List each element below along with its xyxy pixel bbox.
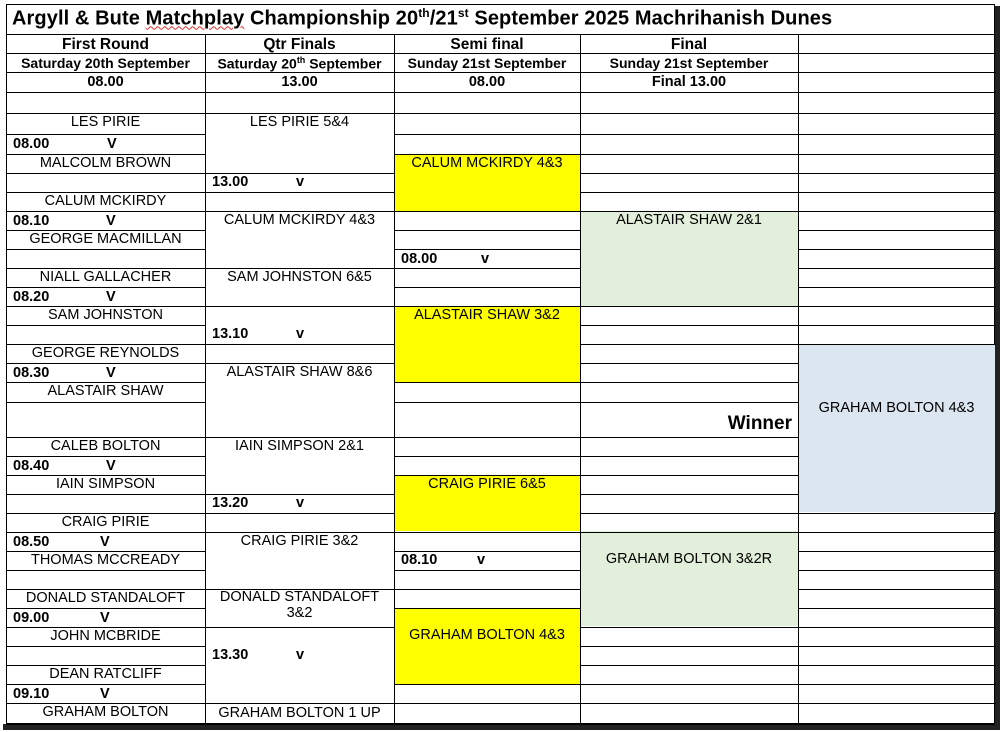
grid-divider bbox=[394, 34, 395, 724]
qtr-final-result: IAIN SIMPSON 2&1 bbox=[235, 438, 364, 454]
qtr-versus: v bbox=[296, 495, 305, 511]
first-round-versus: V bbox=[106, 213, 116, 229]
grid-rule bbox=[580, 646, 799, 647]
grid-rule bbox=[798, 665, 996, 666]
first-round-tee-time: 08.40 bbox=[13, 458, 50, 474]
first-round-player-top: NIALL GALLACHER bbox=[39, 269, 172, 285]
header-first-round: First Round bbox=[62, 36, 149, 53]
header-qtr-finals: Qtr Finals bbox=[263, 36, 336, 53]
grid-rule bbox=[6, 134, 206, 135]
first-round-player-bottom: GRAHAM BOLTON bbox=[42, 704, 169, 720]
grid-rule bbox=[580, 703, 799, 704]
qtr-tee-time: 13.10 bbox=[212, 326, 249, 342]
grid-rule bbox=[580, 475, 799, 476]
winner-result: GRAHAM BOLTON 4&3 bbox=[818, 400, 975, 416]
grid-rule bbox=[580, 53, 799, 54]
winner-highlight bbox=[798, 345, 995, 512]
qtr-versus: v bbox=[296, 647, 305, 663]
grid-rule bbox=[580, 72, 799, 73]
semi-versus: v bbox=[477, 552, 486, 568]
grid-rule bbox=[6, 249, 206, 250]
grid-rule bbox=[205, 703, 395, 704]
grid-rule bbox=[394, 287, 581, 288]
grid-rule bbox=[798, 72, 996, 73]
grid-rule bbox=[394, 53, 581, 54]
qtr-final-result: SAM JOHNSTON 6&5 bbox=[227, 269, 372, 285]
grid-rule bbox=[580, 382, 799, 383]
first-round-versus: V bbox=[107, 136, 117, 152]
grid-rule bbox=[798, 192, 996, 193]
final-result: ALASTAIR SHAW 2&1 bbox=[616, 212, 762, 228]
grid-rule bbox=[6, 494, 206, 495]
first-round-player-bottom: JOHN MCBRIDE bbox=[50, 628, 161, 644]
grid-rule bbox=[394, 268, 581, 269]
grid-divider bbox=[580, 34, 581, 724]
grid-rule bbox=[6, 173, 206, 174]
first-round-tee-time: 08.30 bbox=[13, 365, 50, 381]
grid-rule bbox=[394, 402, 581, 403]
grid-rule bbox=[798, 570, 996, 571]
grid-rule bbox=[6, 724, 995, 725]
grid-rule bbox=[394, 134, 581, 135]
semi-versus: v bbox=[481, 251, 490, 267]
grid-rule bbox=[6, 325, 206, 326]
grid-rule bbox=[394, 211, 581, 212]
grid-rule bbox=[580, 437, 799, 438]
grid-rule bbox=[580, 92, 799, 93]
grid-rule bbox=[394, 382, 581, 383]
qtr-final-result: CALUM MCKIRDY 4&3 bbox=[223, 212, 376, 228]
grid-rule bbox=[798, 513, 996, 514]
semi-final-result: GRAHAM BOLTON 4&3 bbox=[409, 627, 565, 643]
start-time-final: Final 13.00 bbox=[651, 74, 727, 90]
semi-tee-time: 08.10 bbox=[401, 552, 438, 568]
grid-rule bbox=[580, 325, 799, 326]
grid-rule bbox=[394, 72, 581, 73]
first-round-tee-time: 09.10 bbox=[13, 686, 50, 702]
grid-rule bbox=[798, 113, 996, 114]
first-round-versus: V bbox=[106, 289, 116, 305]
winner-label: Winner bbox=[727, 413, 792, 434]
first-round-player-top: CRAIG PIRIE bbox=[61, 514, 150, 530]
grid-rule bbox=[798, 608, 996, 609]
qtr-tee-time: 13.30 bbox=[212, 647, 249, 663]
first-round-tee-time: 09.00 bbox=[13, 610, 50, 626]
grid-rule bbox=[6, 456, 206, 457]
grid-rule bbox=[394, 249, 581, 250]
day-final: Sunday 21st September bbox=[609, 55, 769, 71]
first-round-versus: V bbox=[100, 534, 110, 550]
grid-rule bbox=[798, 92, 996, 93]
grid-rule bbox=[580, 363, 799, 364]
grid-rule bbox=[6, 211, 206, 212]
first-round-player-top: DEAN RATCLIFF bbox=[49, 666, 162, 682]
first-round-player-top: LES PIRIE bbox=[70, 114, 141, 130]
grid-rule bbox=[798, 134, 996, 135]
grid-rule bbox=[6, 34, 995, 35]
grid-rule bbox=[798, 230, 996, 231]
grid-rule bbox=[798, 173, 996, 174]
qtr-versus: v bbox=[296, 326, 305, 342]
grid-rule bbox=[6, 684, 206, 685]
qtr-final-result: ALASTAIR SHAW 8&6 bbox=[226, 364, 373, 380]
grid-rule bbox=[580, 684, 799, 685]
grid-rule bbox=[798, 211, 996, 212]
grid-rule bbox=[205, 192, 395, 193]
grid-rule bbox=[6, 287, 206, 288]
qtr-tee-time: 13.00 bbox=[212, 174, 249, 190]
final-result: GRAHAM BOLTON 3&2R bbox=[605, 551, 773, 567]
semi-final-result: CRAIG PIRIE 6&5 bbox=[428, 476, 546, 492]
grid-rule bbox=[798, 154, 996, 155]
first-round-tee-time: 08.00 bbox=[13, 136, 50, 152]
grid-rule bbox=[798, 646, 996, 647]
grid-rule bbox=[580, 532, 799, 533]
first-round-player-top: GEORGE REYNOLDS bbox=[31, 345, 180, 361]
grid-rule bbox=[6, 53, 206, 54]
semi-tee-time: 08.00 bbox=[401, 251, 438, 267]
semi-final-result: ALASTAIR SHAW 3&2 bbox=[414, 307, 560, 323]
grid-rule bbox=[580, 113, 799, 114]
grid-rule bbox=[394, 230, 581, 231]
header-semi-final: Semi final bbox=[450, 36, 524, 53]
grid-rule bbox=[580, 456, 799, 457]
grid-rule bbox=[394, 608, 581, 609]
grid-rule bbox=[798, 684, 996, 685]
grid-rule bbox=[394, 437, 581, 438]
grid-rule bbox=[394, 456, 581, 457]
first-round-versus: V bbox=[100, 610, 110, 626]
first-round-player-bottom: MALCOLM BROWN bbox=[39, 155, 172, 171]
grid-rule bbox=[394, 589, 581, 590]
semi-highlight-4 bbox=[394, 608, 580, 684]
page-title: Argyll & Bute Matchplay Championship 20th/21st September 2025 Machrihanish Dunes bbox=[12, 6, 833, 30]
first-round-tee-time: 08.10 bbox=[13, 213, 50, 229]
grid-rule bbox=[798, 306, 996, 307]
qtr-final-result: GRAHAM BOLTON 1 UP bbox=[218, 705, 381, 721]
grid-rule bbox=[6, 363, 206, 364]
first-round-player-bottom: SAM JOHNSTON bbox=[48, 307, 163, 323]
grid-rule bbox=[580, 173, 799, 174]
grid-rule bbox=[798, 287, 996, 288]
grid-rule bbox=[798, 268, 996, 269]
grid-rule bbox=[580, 192, 799, 193]
grid-rule bbox=[6, 608, 206, 609]
grid-rule bbox=[205, 513, 395, 514]
qtr-final-result: DONALD STANDALOFT 3&2 bbox=[219, 589, 380, 621]
grid-rule bbox=[580, 344, 799, 345]
grid-rule bbox=[6, 532, 206, 533]
grid-rule bbox=[798, 249, 996, 250]
grid-rule bbox=[580, 494, 799, 495]
grid-rule bbox=[798, 532, 996, 533]
grid-rule bbox=[394, 703, 581, 704]
first-round-player-bottom: IAIN SIMPSON bbox=[55, 476, 156, 492]
grid-rule bbox=[394, 570, 581, 571]
header-final: Final bbox=[670, 36, 708, 53]
grid-rule bbox=[580, 306, 799, 307]
qtr-versus: v bbox=[296, 174, 305, 190]
grid-rule bbox=[6, 570, 206, 571]
grid-rule bbox=[205, 627, 395, 628]
grid-rule bbox=[6, 92, 206, 93]
day-qtr-finals: Saturday 20th September bbox=[217, 55, 382, 72]
start-time-qtr-finals: 13.00 bbox=[281, 74, 318, 90]
grid-rule bbox=[580, 665, 799, 666]
grid-rule bbox=[580, 134, 799, 135]
day-first-round: Saturday 20th September bbox=[21, 55, 190, 71]
grid-rule bbox=[798, 703, 996, 704]
first-round-tee-time: 08.50 bbox=[13, 534, 50, 550]
grid-rule bbox=[798, 53, 996, 54]
grid-rule bbox=[798, 589, 996, 590]
final-highlight-2 bbox=[580, 531, 798, 626]
qtr-final-result: CRAIG PIRIE 3&2 bbox=[240, 533, 359, 549]
first-round-player-bottom: THOMAS MCCREADY bbox=[30, 552, 181, 568]
first-round-tee-time: 08.20 bbox=[13, 289, 50, 305]
first-round-player-top: DONALD STANDALOFT bbox=[25, 590, 186, 606]
grid-rule bbox=[798, 627, 996, 628]
grid-rule bbox=[580, 513, 799, 514]
grid-rule bbox=[205, 72, 395, 73]
grid-rule bbox=[6, 72, 206, 73]
start-time-first-round: 08.00 bbox=[87, 74, 124, 90]
grid-rule bbox=[6, 646, 206, 647]
start-time-semi-final: 08.00 bbox=[468, 74, 506, 90]
first-round-player-top: CALEB BOLTON bbox=[50, 438, 161, 454]
grid-rule bbox=[798, 551, 996, 552]
grid-rule bbox=[205, 92, 395, 93]
grid-rule bbox=[6, 402, 206, 403]
semi-final-result: CALUM MCKIRDY 4&3 bbox=[411, 155, 563, 171]
grid-rule bbox=[205, 53, 395, 54]
first-round-player-top: CALUM MCKIRDY bbox=[44, 193, 167, 209]
grid-divider bbox=[798, 34, 799, 724]
grid-rule bbox=[580, 627, 799, 628]
first-round-versus: V bbox=[106, 365, 116, 381]
first-round-player-bottom: ALASTAIR SHAW bbox=[47, 383, 164, 399]
grid-rule bbox=[205, 344, 395, 345]
grid-rule bbox=[205, 306, 395, 307]
grid-rule bbox=[394, 532, 581, 533]
page-shadow-right bbox=[995, 6, 1000, 730]
grid-rule bbox=[580, 154, 799, 155]
grid-rule bbox=[580, 402, 799, 403]
first-round-versus: V bbox=[100, 686, 110, 702]
qtr-final-result: LES PIRIE 5&4 bbox=[249, 114, 350, 130]
day-semi-final: Sunday 21st September bbox=[407, 55, 567, 71]
grid-rule bbox=[394, 113, 581, 114]
grid-rule bbox=[394, 684, 581, 685]
first-round-player-bottom: GEORGE MACMILLAN bbox=[29, 231, 182, 247]
grid-rule bbox=[798, 325, 996, 326]
first-round-versus: V bbox=[106, 458, 116, 474]
grid-rule bbox=[394, 92, 581, 93]
grid-rule bbox=[798, 344, 996, 345]
qtr-tee-time: 13.20 bbox=[212, 495, 249, 511]
